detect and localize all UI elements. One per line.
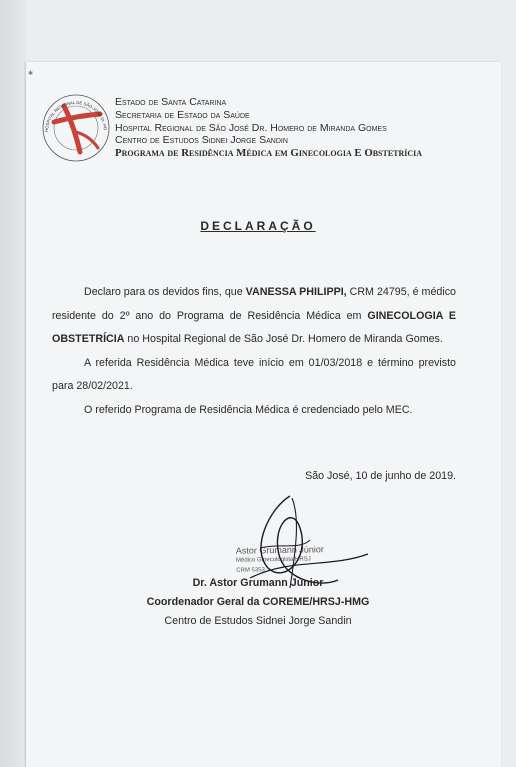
letterhead [115, 96, 422, 160]
stamp-crm: CRM 5353 [236, 567, 265, 574]
signer-name: Dr. Astor Grumann Júnior [192, 577, 324, 589]
hospital-seal-logo [40, 92, 112, 164]
paragraph-3: O referido Programa de Residência Médica é credenciado pelo MEC. [84, 403, 413, 416]
header-line-secretariat: Secretaria de Estado da Saúde [115, 108, 250, 121]
specialty: GINECOLOGIA E OBSTETRÍCIA [52, 309, 457, 345]
signer-role: Coordenador Geral da COREME/HRSJ-HMG [146, 596, 370, 608]
paragraph-1 [52, 281, 456, 352]
page-edge-shadow [0, 0, 26, 767]
signer-center: Centro de Estudos Sidnei Jorge Sandin [164, 615, 352, 627]
p1-text-b: CRM 24795, é médico residente do 2º ano do Programa de Residência Médica em [52, 286, 456, 322]
paragraph-2: A referida Residência Médica teve início em 01/03/2018 e término previsto para 28/02/2021. [52, 356, 456, 392]
stamp-specialty: Médico Ginecologista/HRSJ [235, 556, 311, 564]
declaration-body [52, 281, 456, 422]
header-line-program: Programa de Residência Médica em Ginecologia E Obstetrícia [115, 147, 423, 160]
seal-text: HOSPITAL REGIONAL DE SÃO JOSÉ Dr. HO [43, 99, 108, 133]
resident-name: VANESSA PHILIPPI, [245, 286, 347, 298]
header-line-hospital: Hospital Regional de São José Dr. Homero de Miranda Gomes [115, 121, 387, 134]
document-title: DECLARAÇÃO [200, 219, 316, 233]
header-line-study-center: Centro de Estudos Sidnei Jorge Sandin [115, 134, 288, 147]
stamp-name: Astor Grumann Júnior [235, 544, 324, 556]
p1-text-a: Declaro para os devidos fins, que [84, 286, 246, 298]
corner-mark: ✱ [28, 71, 34, 77]
header-line-state: Estado de Santa Catarina [115, 96, 227, 108]
p1-text-c: no Hospital Regional de São José Dr. Homero de Miranda Gomes. [124, 333, 443, 345]
date-line: São José, 10 de junho de 2019. [305, 470, 456, 482]
